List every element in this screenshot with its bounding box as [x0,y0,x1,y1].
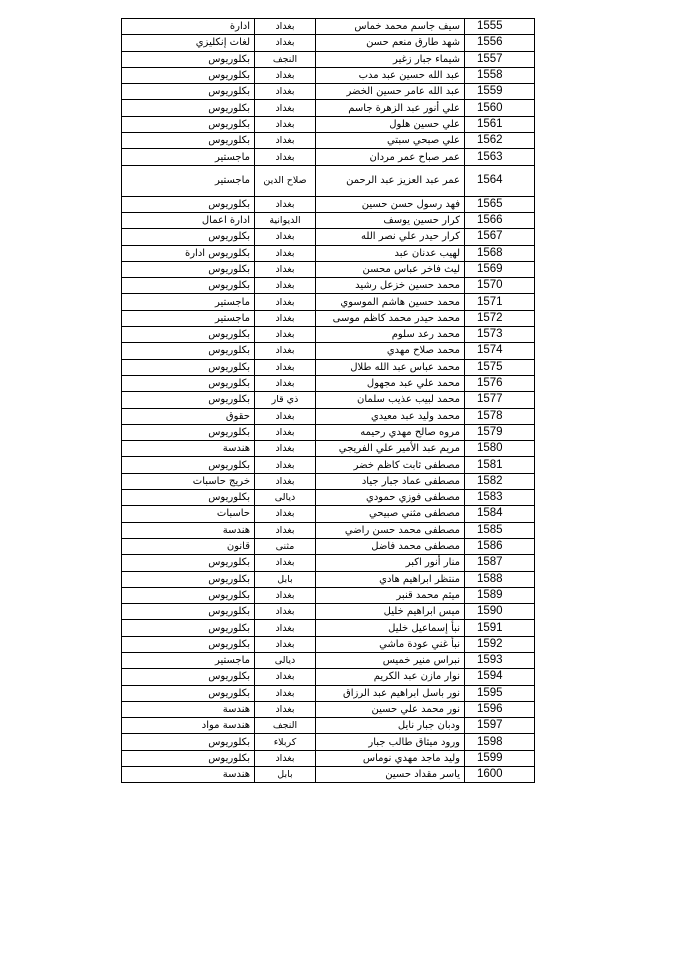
row-number-cell: 1575 [465,359,535,375]
qualification-cell: بكلوريوس [122,571,255,587]
row-number-cell: 1585 [465,522,535,538]
province-cell: بغداد [255,149,316,165]
person-name-cell: نور باسل ابراهيم عبد الرزاق [316,685,465,701]
row-number-cell: 1590 [465,604,535,620]
qualification-cell: لغات إنكليزي [122,35,255,51]
province-cell: بغداد [255,620,316,636]
person-name-cell: لهيب عدنان عبد [316,245,465,261]
qualification-cell: بكلوريوس [122,587,255,603]
person-name-cell: مصطفى محمد حسن راضي [316,522,465,538]
qualification-cell: بكلوريوس [122,229,255,245]
table-row [122,587,535,603]
qualification-cell: بكلوريوس ادارة [122,245,255,261]
row-number-cell: 1588 [465,571,535,587]
province-cell: بغداد [255,555,316,571]
qualification-cell: بكلوريوس [122,555,255,571]
qualification-cell: بكلوريوس [122,116,255,132]
province-cell: بغداد [255,261,316,277]
person-name-cell: محمد حسين خزعل رشيد [316,278,465,294]
province-cell: بغداد [255,196,316,212]
person-name-cell: منتظر ابراهيم هادي [316,571,465,587]
table-row [122,212,535,228]
row-number-cell: 1578 [465,408,535,424]
person-name-cell: ياسر مقداد حسين [316,767,465,783]
person-name-cell: ورود ميثاق طالب جبار [316,734,465,750]
row-number-cell: 1600 [465,767,535,783]
row-number-cell: 1591 [465,620,535,636]
qualification-cell: بكلوريوس [122,278,255,294]
qualification-cell: بكلوريوس [122,636,255,652]
province-cell: صلاح الدين [255,165,316,196]
person-name-cell: نبراس منير خميس [316,652,465,668]
province-cell: بغداد [255,19,316,35]
table-row [122,718,535,734]
person-name-cell: سيف جاسم محمد خماس [316,19,465,35]
person-name-cell: ودبان جبار نايل [316,718,465,734]
table-row [122,278,535,294]
province-cell: بغداد [255,669,316,685]
person-name-cell: محمد حسين هاشم الموسوي [316,294,465,310]
table-row [122,767,535,783]
table-row [122,343,535,359]
row-number-cell: 1561 [465,116,535,132]
qualification-cell: بكلوريوس [122,734,255,750]
person-name-cell: محمد صلاح مهدي [316,343,465,359]
table-row [122,19,535,35]
province-cell: بغداد [255,522,316,538]
province-cell: بغداد [255,133,316,149]
names-table-body [122,19,535,783]
person-name-cell: محمد لبيب عذيب سلمان [316,392,465,408]
qualification-cell: ماجستير [122,652,255,668]
row-number-cell: 1584 [465,506,535,522]
person-name-cell: عمر صباح عمر مردان [316,149,465,165]
table-row [122,245,535,261]
table-row [122,441,535,457]
person-name-cell: مصطفى مثني صبيحي [316,506,465,522]
row-number-cell: 1589 [465,587,535,603]
table-row [122,538,535,554]
table-row [122,327,535,343]
province-cell: بغداد [255,441,316,457]
province-cell: بغداد [255,604,316,620]
qualification-cell: بكلوريوس [122,67,255,83]
qualification-cell: بكلوريوس [122,375,255,391]
person-name-cell: علي أنور عبد الزهرة جاسم [316,100,465,116]
qualification-cell: ماجستير [122,149,255,165]
person-name-cell: فهد رسول حسن حسين [316,196,465,212]
qualification-cell: خريج حاسبات [122,473,255,489]
row-number-cell: 1560 [465,100,535,116]
row-number-cell: 1586 [465,538,535,554]
person-name-cell: شيماء جبار زغير [316,51,465,67]
province-cell: بغداد [255,278,316,294]
person-name-cell: عمر عبد العزيز عبد الرحمن [316,165,465,196]
row-number-cell: 1564 [465,165,535,196]
person-name-cell: ميس ابراهيم خليل [316,604,465,620]
row-number-cell: 1594 [465,669,535,685]
table-row [122,149,535,165]
province-cell: بغداد [255,750,316,766]
table-row [122,408,535,424]
person-name-cell: محمد عباس عبد الله طلال [316,359,465,375]
table-row [122,375,535,391]
row-number-cell: 1569 [465,261,535,277]
row-number-cell: 1568 [465,245,535,261]
table-row [122,652,535,668]
table-row [122,473,535,489]
person-name-cell: مصطفى فوزي حمودي [316,490,465,506]
table-row [122,84,535,100]
person-name-cell: مصطفى عماد جبار جياد [316,473,465,489]
qualification-cell: بكلوريوس [122,359,255,375]
province-cell: بغداد [255,506,316,522]
table-row [122,424,535,440]
province-cell: بغداد [255,408,316,424]
row-number-cell: 1572 [465,310,535,326]
row-number-cell: 1558 [465,67,535,83]
person-name-cell: مريم عبد الأمير علي الفريجي [316,441,465,457]
table-row [122,392,535,408]
qualification-cell: هندسة مواد [122,718,255,734]
row-number-cell: 1557 [465,51,535,67]
qualification-cell: بكلوريوس [122,100,255,116]
province-cell: بغداد [255,473,316,489]
province-cell: بغداد [255,685,316,701]
person-name-cell: نور محمد علي حسين [316,701,465,717]
person-name-cell: عبد الله حسين عبد مدب [316,67,465,83]
row-number-cell: 1565 [465,196,535,212]
table-row [122,457,535,473]
table-row [122,133,535,149]
province-cell: بغداد [255,636,316,652]
qualification-cell: هندسة [122,767,255,783]
province-cell: بغداد [255,229,316,245]
province-cell: بغداد [255,375,316,391]
row-number-cell: 1571 [465,294,535,310]
person-name-cell: مروه صالح مهدي رحيمه [316,424,465,440]
province-cell: كربلاء [255,734,316,750]
table-row [122,555,535,571]
row-number-cell: 1566 [465,212,535,228]
province-cell: ديالى [255,652,316,668]
table-row [122,522,535,538]
table-row [122,165,535,196]
person-name-cell: محمد علي عبد مجهول [316,375,465,391]
qualification-cell: بكلوريوس [122,196,255,212]
person-name-cell: علي صبحي سبتي [316,133,465,149]
province-cell: بغداد [255,245,316,261]
province-cell: بغداد [255,343,316,359]
person-name-cell: محمد حيدر محمد كاظم موسى [316,310,465,326]
province-cell: بغداد [255,359,316,375]
table-row [122,506,535,522]
row-number-cell: 1562 [465,133,535,149]
person-name-cell: كرار حسين يوسف [316,212,465,228]
province-cell: بغداد [255,327,316,343]
province-cell: بغداد [255,424,316,440]
table-row [122,701,535,717]
row-number-cell: 1582 [465,473,535,489]
province-cell: بابل [255,571,316,587]
person-name-cell: شهد طارق منعم حسن [316,35,465,51]
qualification-cell: بكلوريوس [122,84,255,100]
row-number-cell: 1592 [465,636,535,652]
qualification-cell: بكلوريوس [122,620,255,636]
table-row [122,100,535,116]
table-row [122,734,535,750]
province-cell: بغداد [255,701,316,717]
names-table [121,18,535,783]
person-name-cell: محمد وليد عبد معيدي [316,408,465,424]
person-name-cell: نوار مازن عبد الكريم [316,669,465,685]
table-row [122,196,535,212]
row-number-cell: 1581 [465,457,535,473]
province-cell: ديالى [255,490,316,506]
person-name-cell: نبأ إسماعيل خليل [316,620,465,636]
qualification-cell: بكلوريوس [122,392,255,408]
person-name-cell: نبأ غني عودة ماشي [316,636,465,652]
province-cell: مثنى [255,538,316,554]
row-number-cell: 1574 [465,343,535,359]
table-row [122,51,535,67]
table-row [122,604,535,620]
table-row [122,750,535,766]
row-number-cell: 1567 [465,229,535,245]
person-name-cell: كرار حيدر علي نصر الله [316,229,465,245]
table-row [122,35,535,51]
qualification-cell: ادارة اعمال [122,212,255,228]
table-row [122,685,535,701]
province-cell: ذي قار [255,392,316,408]
person-name-cell: ميثم محمد قنبر [316,587,465,603]
qualification-cell: بكلوريوس [122,51,255,67]
qualification-cell: بكلوريوس [122,327,255,343]
province-cell: بغداد [255,100,316,116]
table-row [122,620,535,636]
qualification-cell: بكلوريوس [122,750,255,766]
qualification-cell: ماجستير [122,294,255,310]
table-row [122,116,535,132]
row-number-cell: 1593 [465,652,535,668]
row-number-cell: 1570 [465,278,535,294]
person-name-cell: علي حسين هلول [316,116,465,132]
qualification-cell: ماجستير [122,310,255,326]
row-number-cell: 1555 [465,19,535,35]
qualification-cell: بكلوريوس [122,261,255,277]
row-number-cell: 1596 [465,701,535,717]
person-name-cell: وليد ماجد مهدي نوماس [316,750,465,766]
table-row [122,310,535,326]
qualification-cell: حاسبات [122,506,255,522]
row-number-cell: 1577 [465,392,535,408]
table-row [122,67,535,83]
province-cell: النجف [255,718,316,734]
province-cell: بغداد [255,457,316,473]
row-number-cell: 1559 [465,84,535,100]
table-row [122,490,535,506]
qualification-cell: حقوق [122,408,255,424]
qualification-cell: بكلوريوس [122,457,255,473]
table-row [122,261,535,277]
province-cell: بغداد [255,116,316,132]
qualification-cell: ماجستير [122,165,255,196]
qualification-cell: بكلوريوس [122,343,255,359]
row-number-cell: 1556 [465,35,535,51]
province-cell: بابل [255,767,316,783]
row-number-cell: 1583 [465,490,535,506]
person-name-cell: ليث فاخر عباس محسن [316,261,465,277]
row-number-cell: 1579 [465,424,535,440]
row-number-cell: 1598 [465,734,535,750]
province-cell: بغداد [255,587,316,603]
person-name-cell: مصطفى محمد فاضل [316,538,465,554]
row-number-cell: 1595 [465,685,535,701]
qualification-cell: بكلوريوس [122,604,255,620]
table-row [122,636,535,652]
row-number-cell: 1563 [465,149,535,165]
province-cell: النجف [255,51,316,67]
qualification-cell: بكلوريوس [122,424,255,440]
qualification-cell: هندسة [122,441,255,457]
province-cell: بغداد [255,294,316,310]
person-name-cell: منار أنور اكبر [316,555,465,571]
table-row [122,229,535,245]
table-row [122,571,535,587]
person-name-cell: محمد رعد سلوم [316,327,465,343]
qualification-cell: ادارة [122,19,255,35]
province-cell: بغداد [255,310,316,326]
qualification-cell: بكلوريوس [122,133,255,149]
person-name-cell: مصطفى ثابت كاظم خضر [316,457,465,473]
table-row [122,294,535,310]
province-cell: بغداد [255,84,316,100]
row-number-cell: 1576 [465,375,535,391]
row-number-cell: 1597 [465,718,535,734]
province-cell: بغداد [255,35,316,51]
qualification-cell: هندسة [122,522,255,538]
person-name-cell: عبد الله عامر حسين الخضر [316,84,465,100]
qualification-cell: بكلوريوس [122,490,255,506]
table-row [122,359,535,375]
province-cell: بغداد [255,67,316,83]
row-number-cell: 1573 [465,327,535,343]
row-number-cell: 1580 [465,441,535,457]
qualification-cell: قانون [122,538,255,554]
qualification-cell: بكلوريوس [122,685,255,701]
province-cell: الديوانية [255,212,316,228]
row-number-cell: 1587 [465,555,535,571]
qualification-cell: هندسة [122,701,255,717]
table-row [122,669,535,685]
row-number-cell: 1599 [465,750,535,766]
qualification-cell: بكلوريوس [122,669,255,685]
